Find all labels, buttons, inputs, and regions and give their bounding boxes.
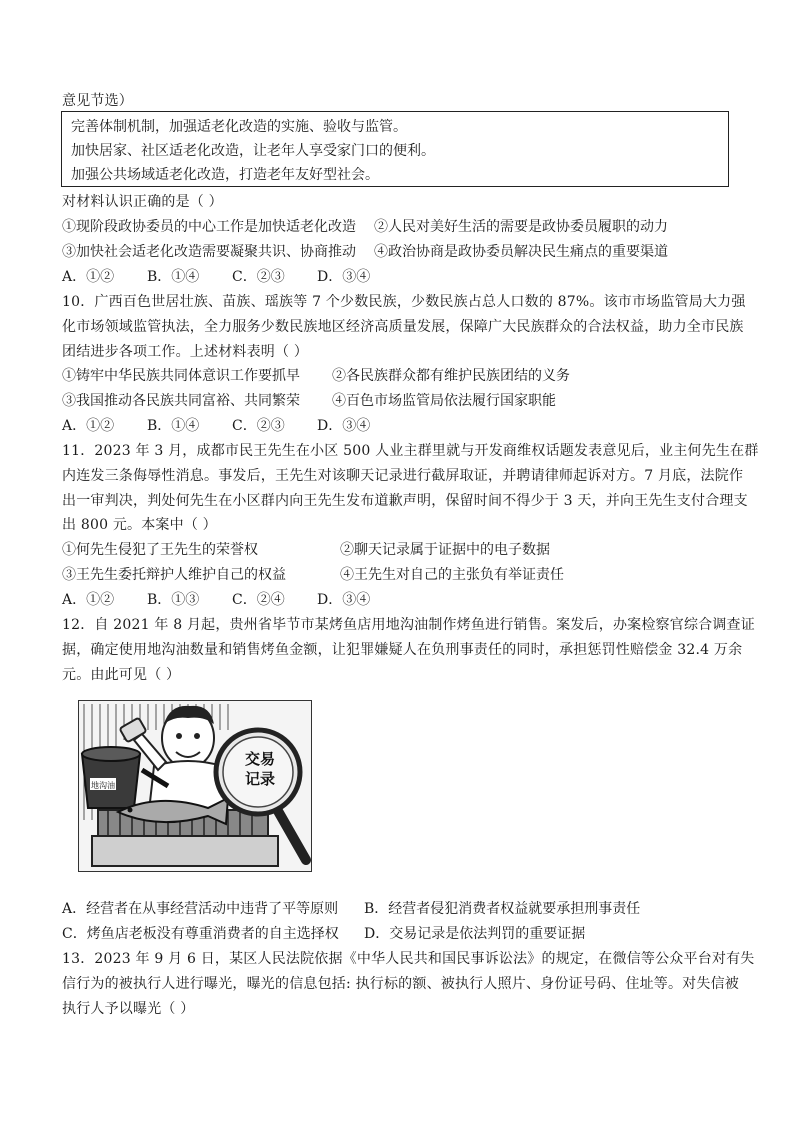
q12-option-d: D．交易记录是依法判罚的重要证据 xyxy=(364,926,586,942)
q9-choice-d: D．③④ xyxy=(317,269,371,285)
source-tail: 意见节选） xyxy=(62,93,133,109)
q10-statement-3: ③我国推动各民族共同富裕、共同繁荣 xyxy=(62,393,300,409)
q11-statement-4: ④王先生对自己的主张负有举证责任 xyxy=(340,567,564,583)
q12-stem-3: 元。由此可见（ ） xyxy=(62,667,181,683)
q10-choice-c: C．②③ xyxy=(232,418,285,434)
box-line-3: 加强公共场域适老化改造，打造老年友好型社会。 xyxy=(71,167,379,183)
q13-stem-1: 13．2023 年 9 月 6 日，某区人民法院依据《中华人民共和国民事诉讼法》的规定，在微信等公众平台对有失 xyxy=(62,951,755,967)
q11-choice-c: C．②④ xyxy=(232,592,285,608)
bucket-label: 地沟油 xyxy=(91,781,115,790)
cartoon-svg xyxy=(78,700,312,872)
q13-stem-3: 执行人予以曝光（ ） xyxy=(62,1001,195,1017)
q10-stem-3: 团结进步各项工作。上述材料表明（ ） xyxy=(62,344,309,360)
q11-choice-a: A．①② xyxy=(62,592,115,608)
q10-statement-4: ④百色市场监管局依法履行国家职能 xyxy=(332,393,556,409)
q10-stem-1: 10．广西百色世居壮族、苗族、瑶族等 7 个少数民族，少数民族占总人口数的 87%。该市市场监管局大力强 xyxy=(62,294,746,310)
q9-statement-4: ④政治协商是政协委员解决民生痛点的重要渠道 xyxy=(374,244,668,260)
box-line-1: 完善体制机制，加强适老化改造的实施、验收与监管。 xyxy=(71,119,407,135)
q11-statement-3: ③王先生委托辩护人维护自己的权益 xyxy=(62,567,286,583)
q11-statement-1: ①何先生侵犯了王先生的荣誉权 xyxy=(62,542,258,558)
cartoon-illustration xyxy=(78,700,312,872)
q9-choice-a: A．①② xyxy=(62,269,115,285)
magnifier-text-1: 交易 xyxy=(244,750,276,768)
material-box xyxy=(61,111,729,187)
box-line-2: 加快居家、社区适老化改造，让老年人享受家门口的便利。 xyxy=(71,143,435,159)
magnifier-text-2: 记录 xyxy=(244,770,276,788)
q9-statement-1: ①现阶段政协委员的中心工作是加快适老化改造 xyxy=(62,219,356,235)
q10-choice-b: B．①④ xyxy=(147,418,200,434)
q11-choice-b: B．①③ xyxy=(147,592,200,608)
q10-choice-d: D．③④ xyxy=(317,418,371,434)
q9-statement-2: ②人民对美好生活的需要是政协委员履职的动力 xyxy=(374,219,668,235)
q13-stem-2: 信行为的被执行人进行曝光，曝光的信息包括: 执行标的额、被执行人照片、身份证号码、住址等。对失信被 xyxy=(62,976,739,992)
q10-statement-1: ①铸牢中华民族共同体意识工作要抓早 xyxy=(62,368,300,384)
q9-choice-c: C．②③ xyxy=(232,269,285,285)
q9-stem: 对材料认识正确的是（ ） xyxy=(62,194,223,210)
q11-stem-4: 出 800 元。本案中（ ） xyxy=(62,517,217,533)
q12-option-b: B．经营者侵犯消费者权益就要承担刑事责任 xyxy=(364,901,641,917)
q10-choice-a: A．①② xyxy=(62,418,115,434)
q12-stem-2: 据，确定使用地沟油数量和销售烤鱼金额，让犯罪嫌疑人在负刑事责任的同时，承担惩罚性赔偿金 32.4 万余 xyxy=(62,642,743,658)
q12-stem-1: 12．自 2021 年 8 月起，贵州省毕节市某烤鱼店用地沟油制作烤鱼进行销售。案发后，办案检察官综合调查证 xyxy=(62,617,755,633)
q11-stem-3: 出一审判决，判处何先生在小区群内向王先生发布道歉声明，保留时间不得少于 3 天，并向王先生支付合理支 xyxy=(62,493,748,509)
q10-statement-2: ②各民族群众都有维护民族团结的义务 xyxy=(332,368,570,384)
q11-statement-2: ②聊天记录属于证据中的电子数据 xyxy=(340,542,550,558)
q9-statement-3: ③加快社会适老化改造需要凝聚共识、协商推动 xyxy=(62,244,356,260)
q12-option-a: A．经营者在从事经营活动中违背了平等原则 xyxy=(62,901,339,917)
q11-choice-d: D．③④ xyxy=(317,592,371,608)
q12-option-c: C．烤鱼店老板没有尊重消费者的自主选择权 xyxy=(62,926,339,942)
q10-stem-2: 化市场领域监管执法，全力服务少数民族地区经济高质量发展，保障广大民族群众的合法权益，助力全市民族 xyxy=(62,319,744,335)
q11-stem-1: 11．2023 年 3 月，成都市民王先生在小区 500 人业主群里就与开发商维权话题发表意见后，业主何先生在群 xyxy=(62,443,759,459)
q9-choice-b: B．①④ xyxy=(147,269,200,285)
q11-stem-2: 内连发三条侮辱性消息。事发后，王先生对该聊天记录进行截屏取证，并聘请律师起诉对方。7 月底，法院作 xyxy=(62,468,744,484)
